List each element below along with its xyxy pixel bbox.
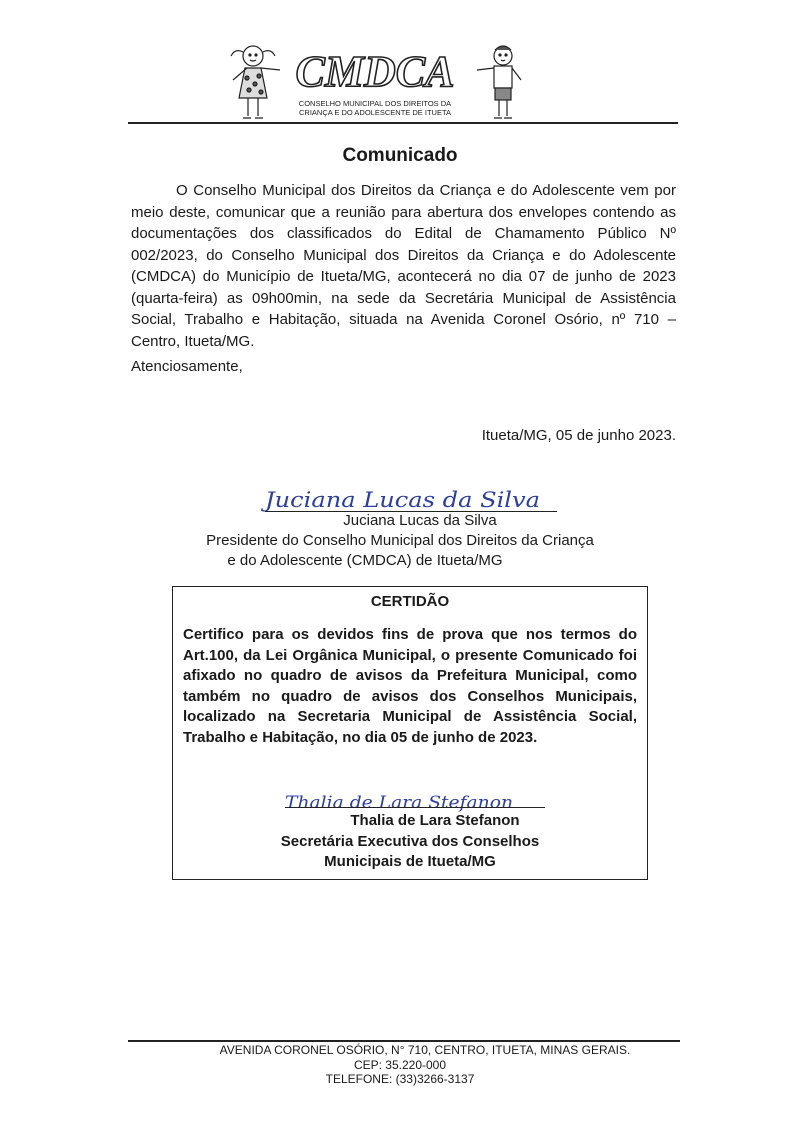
boy-figure-icon (477, 46, 521, 118)
certificate-signer-role-line1: Secretária Executiva dos Conselhos (280, 832, 540, 850)
body-paragraph: O Conselho Municipal dos Direitos da Criança e do Adolescente vem por meio deste, comunicar que a reunião para abertura dos envelopes contendo as documentações dos classificados do Edital de Chamamento Público Nº 002/2023, do Conselho Municipal dos Direitos da Criança e do Adolescente (CMDCA) do Município de Itueta/MG, acontecerá no dia 07 de junho de 2023 (quarta-feira) as 09h00min, na sede da Secretária Municipal de Assistência Social, Trabalho e Habitação, situada na Avenida Coronel Osório, nº 710 – Centro, Itueta/MG. (131, 182, 676, 350)
signer-block-1 (0, 511, 800, 571)
certificate-text: Certifico para os devidos fins de prova que nos termos do Art.100, da Lei Orgânica Municipal, o presente Comunicado foi afixado no quadro de avisos da Prefeitura Municipal, como também no quadro de avisos dos Conselhos Municipais, localizado na Secretaria Municipal de Assistência Social, Trabalho e Habitação, no dia 05 de junho de 2023. (183, 626, 637, 746)
svg-text:Thalia de Lara Stefanon: Thalia de Lara Stefanon (285, 793, 513, 813)
logo-wordmark: CMDCA (295, 47, 455, 96)
svg-text:Juciana Lucas da Silva: Juciana Lucas da Silva (260, 488, 540, 512)
footer (0, 1043, 800, 1087)
certificate-signer-name: Thalia de Lara Stefanon (350, 812, 520, 829)
signer-role-line2: e do Adolescente (CMDCA) de Itueta/MG (227, 552, 503, 569)
place-date: Itueta/MG, 05 de junho 2023. (481, 427, 676, 444)
girl-figure-icon (231, 46, 280, 118)
certificate-box (172, 586, 648, 880)
header-rule (128, 122, 678, 124)
signature-line-2 (285, 807, 545, 808)
signer-role-line1: Presidente do Conselho Municipal dos Direitos da Criança (206, 532, 594, 549)
certificate-title: CERTIDÃO (370, 593, 450, 610)
signer-name: Juciana Lucas da Silva (343, 512, 497, 529)
footer-address: AVENIDA CORONEL OSÓRIO, N° 710, CENTRO, ITUETA, MINAS GERAIS. (219, 1043, 631, 1057)
signer-block-2 (173, 811, 647, 873)
document-title: Comunicado (342, 145, 458, 166)
logo-subtitle-line1: CONSELHO MUNICIPAL DOS DIREITOS DA (298, 99, 452, 108)
footer-rule (128, 1040, 680, 1042)
certificate-signer-role-line2: Municipais de Itueta/MG (324, 853, 496, 870)
cmdca-logo (225, 38, 525, 126)
closing-salutation: Atenciosamente, (131, 358, 243, 375)
logo-subtitle-line2: CRIANÇA E DO ADOLESCENTE DE ITUETA (299, 108, 451, 117)
footer-cep: CEP: 35.220-000 (353, 1057, 447, 1072)
footer-phone: TELEFONE: (33)3266-3137 (325, 1072, 475, 1086)
